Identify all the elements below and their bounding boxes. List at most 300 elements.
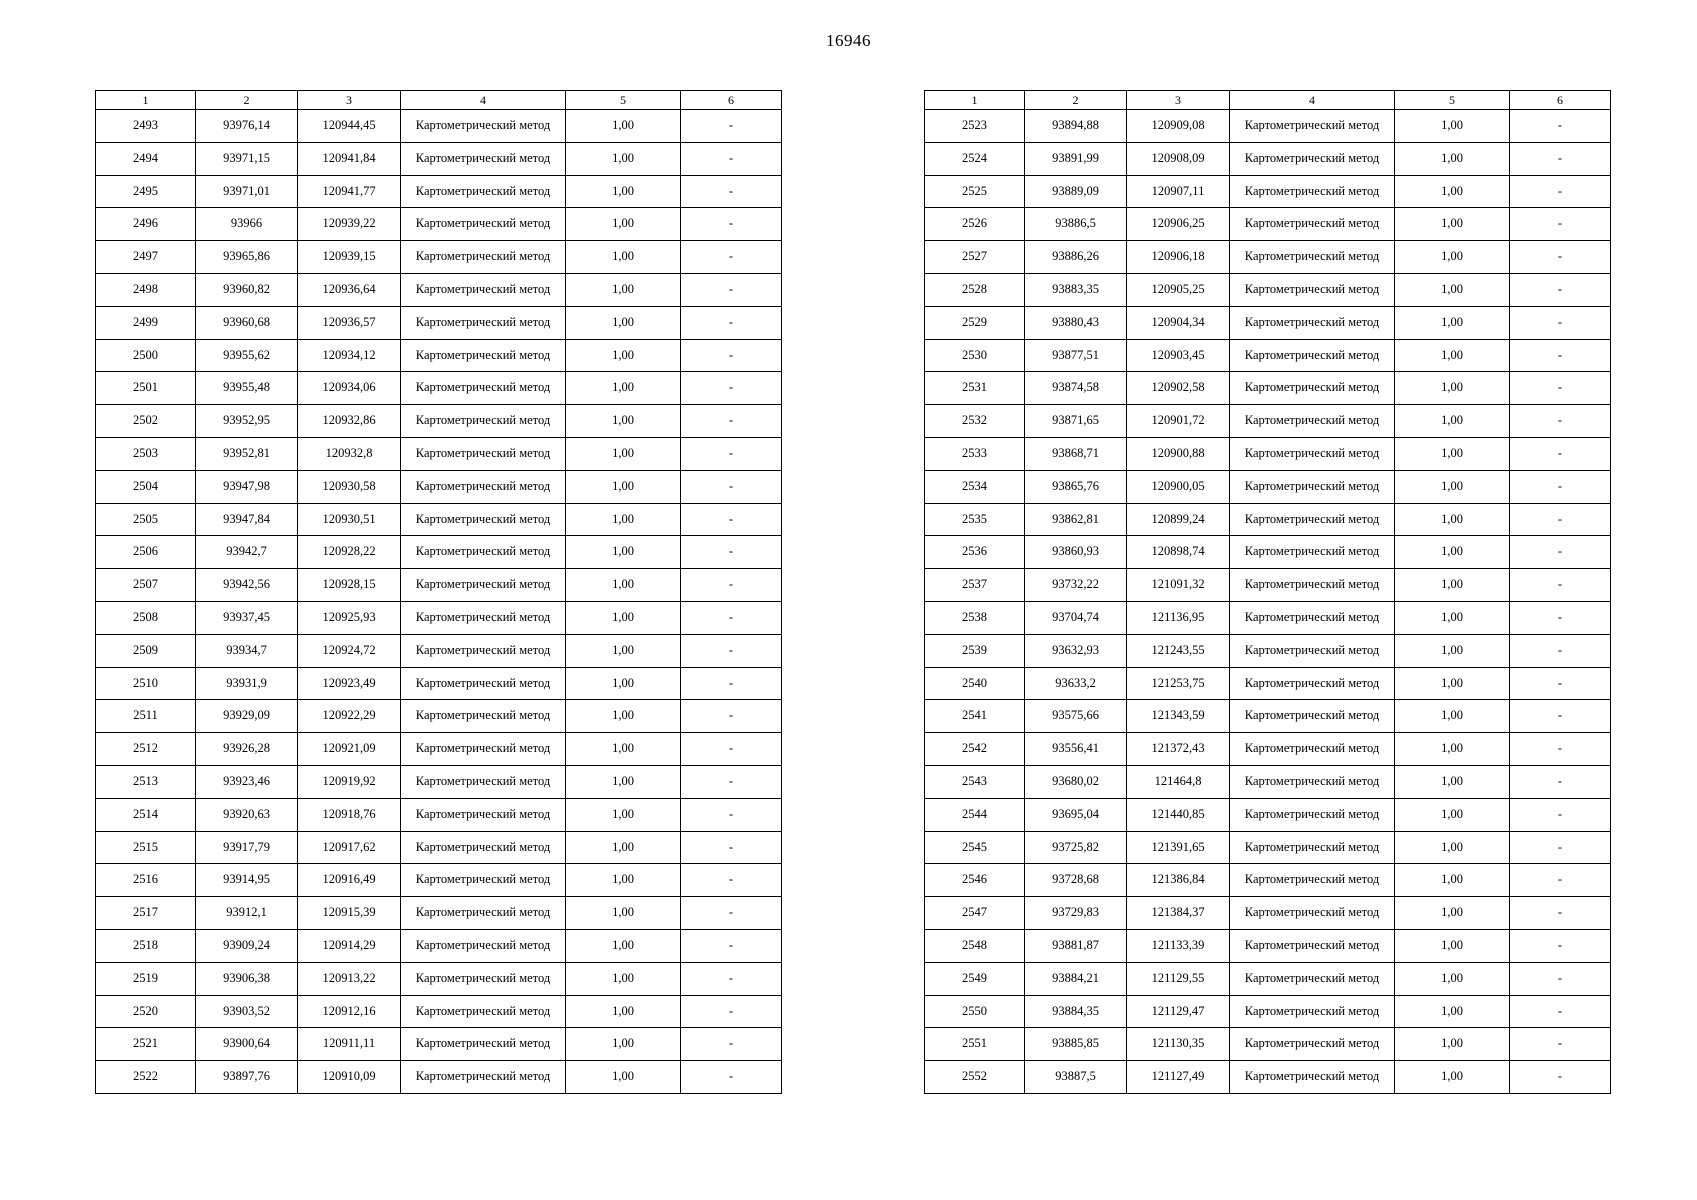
column-header: 3 [298, 91, 401, 110]
method-cell: Картометрический метод [401, 142, 566, 175]
note-cell: - [1510, 634, 1611, 667]
x-coordinate-cell: 93952,81 [196, 437, 298, 470]
table-row [925, 536, 1611, 569]
x-coordinate-cell: 93575,66 [1025, 700, 1127, 733]
accuracy-cell: 1,00 [1395, 470, 1510, 503]
note-cell: - [681, 339, 782, 372]
x-coordinate-cell: 93874,58 [1025, 372, 1127, 405]
note-cell: - [681, 765, 782, 798]
method-cell: Картометрический метод [401, 470, 566, 503]
method-cell: Картометрический метод [401, 306, 566, 339]
x-coordinate-cell: 93900,64 [196, 1028, 298, 1061]
y-coordinate-cell: 121372,43 [1127, 733, 1230, 766]
x-coordinate-cell: 93881,87 [1025, 929, 1127, 962]
accuracy-cell: 1,00 [1395, 405, 1510, 438]
table-row [96, 110, 782, 143]
note-cell: - [1510, 110, 1611, 143]
note-cell: - [681, 175, 782, 208]
method-cell: Картометрический метод [1230, 798, 1395, 831]
accuracy-cell: 1,00 [566, 273, 681, 306]
x-coordinate-cell: 93877,51 [1025, 339, 1127, 372]
note-cell: - [1510, 667, 1611, 700]
x-coordinate-cell: 93971,01 [196, 175, 298, 208]
point-number-cell: 2541 [925, 700, 1025, 733]
note-cell: - [1510, 1028, 1611, 1061]
table-row [925, 831, 1611, 864]
table-row [96, 929, 782, 962]
point-number-cell: 2497 [96, 241, 196, 274]
point-number-cell: 2498 [96, 273, 196, 306]
point-number-cell: 2515 [96, 831, 196, 864]
table-row [96, 470, 782, 503]
method-cell: Картометрический метод [1230, 962, 1395, 995]
y-coordinate-cell: 120924,72 [298, 634, 401, 667]
accuracy-cell: 1,00 [1395, 864, 1510, 897]
y-coordinate-cell: 120936,64 [298, 273, 401, 306]
column-header: 6 [1510, 91, 1611, 110]
point-number-cell: 2548 [925, 929, 1025, 962]
note-cell: - [681, 503, 782, 536]
table-row [96, 962, 782, 995]
table-row [96, 405, 782, 438]
point-number-cell: 2544 [925, 798, 1025, 831]
accuracy-cell: 1,00 [1395, 733, 1510, 766]
x-coordinate-cell: 93976,14 [196, 110, 298, 143]
y-coordinate-cell: 120921,09 [298, 733, 401, 766]
method-cell: Картометрический метод [401, 503, 566, 536]
y-coordinate-cell: 121129,55 [1127, 962, 1230, 995]
method-cell: Картометрический метод [401, 175, 566, 208]
y-coordinate-cell: 120907,11 [1127, 175, 1230, 208]
y-coordinate-cell: 121343,59 [1127, 700, 1230, 733]
note-cell: - [1510, 175, 1611, 208]
x-coordinate-cell: 93871,65 [1025, 405, 1127, 438]
accuracy-cell: 1,00 [1395, 437, 1510, 470]
table-row [96, 273, 782, 306]
point-number-cell: 2509 [96, 634, 196, 667]
y-coordinate-cell: 120916,49 [298, 864, 401, 897]
note-cell: - [681, 306, 782, 339]
point-number-cell: 2537 [925, 569, 1025, 602]
y-coordinate-cell: 120904,34 [1127, 306, 1230, 339]
method-cell: Картометрический метод [1230, 700, 1395, 733]
method-cell: Картометрический метод [1230, 569, 1395, 602]
table-row [96, 569, 782, 602]
y-coordinate-cell: 120928,15 [298, 569, 401, 602]
accuracy-cell: 1,00 [566, 897, 681, 930]
table-row [925, 208, 1611, 241]
accuracy-cell: 1,00 [566, 110, 681, 143]
note-cell: - [681, 372, 782, 405]
x-coordinate-cell: 93556,41 [1025, 733, 1127, 766]
y-coordinate-cell: 121464,8 [1127, 765, 1230, 798]
table-row [925, 700, 1611, 733]
x-coordinate-cell: 93884,21 [1025, 962, 1127, 995]
note-cell: - [681, 962, 782, 995]
x-coordinate-cell: 93633,2 [1025, 667, 1127, 700]
y-coordinate-cell: 120915,39 [298, 897, 401, 930]
table-header-row [96, 91, 782, 110]
y-coordinate-cell: 120912,16 [298, 995, 401, 1028]
x-coordinate-cell: 93912,1 [196, 897, 298, 930]
table-row [96, 798, 782, 831]
y-coordinate-cell: 121384,37 [1127, 897, 1230, 930]
point-number-cell: 2546 [925, 864, 1025, 897]
x-coordinate-cell: 93886,26 [1025, 241, 1127, 274]
note-cell: - [1510, 897, 1611, 930]
page-number: 16946 [826, 31, 871, 50]
y-coordinate-cell: 120944,45 [298, 110, 401, 143]
y-coordinate-cell: 120911,11 [298, 1028, 401, 1061]
accuracy-cell: 1,00 [1395, 929, 1510, 962]
y-coordinate-cell: 120932,86 [298, 405, 401, 438]
method-cell: Картометрический метод [1230, 1061, 1395, 1094]
column-header: 1 [925, 91, 1025, 110]
table-row [96, 372, 782, 405]
accuracy-cell: 1,00 [566, 700, 681, 733]
accuracy-cell: 1,00 [1395, 962, 1510, 995]
point-number-cell: 2530 [925, 339, 1025, 372]
point-number-cell: 2531 [925, 372, 1025, 405]
method-cell: Картометрический метод [401, 897, 566, 930]
method-cell: Картометрический метод [1230, 634, 1395, 667]
y-coordinate-cell: 120910,09 [298, 1061, 401, 1094]
note-cell: - [681, 601, 782, 634]
note-cell: - [1510, 995, 1611, 1028]
note-cell: - [681, 241, 782, 274]
method-cell: Картометрический метод [401, 864, 566, 897]
point-number-cell: 2504 [96, 470, 196, 503]
x-coordinate-cell: 93906,38 [196, 962, 298, 995]
point-number-cell: 2500 [96, 339, 196, 372]
note-cell: - [1510, 470, 1611, 503]
accuracy-cell: 1,00 [1395, 536, 1510, 569]
method-cell: Картометрический метод [401, 667, 566, 700]
method-cell: Картометрический метод [401, 536, 566, 569]
method-cell: Картометрический метод [1230, 273, 1395, 306]
y-coordinate-cell: 120917,62 [298, 831, 401, 864]
method-cell: Картометрический метод [401, 733, 566, 766]
table-row [925, 175, 1611, 208]
point-number-cell: 2493 [96, 110, 196, 143]
accuracy-cell: 1,00 [566, 831, 681, 864]
note-cell: - [1510, 208, 1611, 241]
x-coordinate-cell: 93632,93 [1025, 634, 1127, 667]
x-coordinate-cell: 93955,62 [196, 339, 298, 372]
x-coordinate-cell: 93923,46 [196, 765, 298, 798]
accuracy-cell: 1,00 [566, 175, 681, 208]
y-coordinate-cell: 121133,39 [1127, 929, 1230, 962]
method-cell: Картометрический метод [1230, 733, 1395, 766]
x-coordinate-cell: 93952,95 [196, 405, 298, 438]
note-cell: - [681, 831, 782, 864]
point-number-cell: 2520 [96, 995, 196, 1028]
point-number-cell: 2502 [96, 405, 196, 438]
note-cell: - [1510, 503, 1611, 536]
table-row [925, 864, 1611, 897]
y-coordinate-cell: 120918,76 [298, 798, 401, 831]
accuracy-cell: 1,00 [566, 667, 681, 700]
method-cell: Картометрический метод [401, 1028, 566, 1061]
note-cell: - [1510, 142, 1611, 175]
point-number-cell: 2547 [925, 897, 1025, 930]
table-row [925, 962, 1611, 995]
method-cell: Картометрический метод [1230, 339, 1395, 372]
note-cell: - [1510, 339, 1611, 372]
point-number-cell: 2501 [96, 372, 196, 405]
point-number-cell: 2549 [925, 962, 1025, 995]
accuracy-cell: 1,00 [1395, 765, 1510, 798]
note-cell: - [1510, 765, 1611, 798]
method-cell: Картометрический метод [1230, 503, 1395, 536]
method-cell: Картометрический метод [1230, 864, 1395, 897]
method-cell: Картометрический метод [401, 765, 566, 798]
y-coordinate-cell: 120905,25 [1127, 273, 1230, 306]
y-coordinate-cell: 120923,49 [298, 667, 401, 700]
x-coordinate-cell: 93931,9 [196, 667, 298, 700]
y-coordinate-cell: 121129,47 [1127, 995, 1230, 1028]
point-number-cell: 2514 [96, 798, 196, 831]
accuracy-cell: 1,00 [566, 864, 681, 897]
method-cell: Картометрический метод [401, 831, 566, 864]
x-coordinate-cell: 93704,74 [1025, 601, 1127, 634]
accuracy-cell: 1,00 [566, 241, 681, 274]
note-cell: - [1510, 241, 1611, 274]
accuracy-cell: 1,00 [566, 995, 681, 1028]
method-cell: Картометрический метод [1230, 405, 1395, 438]
x-coordinate-cell: 93894,88 [1025, 110, 1127, 143]
y-coordinate-cell: 120909,08 [1127, 110, 1230, 143]
y-coordinate-cell: 121440,85 [1127, 798, 1230, 831]
method-cell: Картометрический метод [401, 798, 566, 831]
accuracy-cell: 1,00 [566, 437, 681, 470]
point-number-cell: 2545 [925, 831, 1025, 864]
x-coordinate-cell: 93860,93 [1025, 536, 1127, 569]
x-coordinate-cell: 93914,95 [196, 864, 298, 897]
point-number-cell: 2539 [925, 634, 1025, 667]
accuracy-cell: 1,00 [1395, 667, 1510, 700]
point-number-cell: 2507 [96, 569, 196, 602]
accuracy-cell: 1,00 [1395, 1028, 1510, 1061]
column-header: 4 [401, 91, 566, 110]
y-coordinate-cell: 121091,32 [1127, 569, 1230, 602]
table-row [925, 503, 1611, 536]
x-coordinate-cell: 93903,52 [196, 995, 298, 1028]
note-cell: - [681, 995, 782, 1028]
table-row [96, 306, 782, 339]
y-coordinate-cell: 120930,58 [298, 470, 401, 503]
accuracy-cell: 1,00 [1395, 208, 1510, 241]
note-cell: - [1510, 831, 1611, 864]
table-row [96, 864, 782, 897]
method-cell: Картометрический метод [401, 601, 566, 634]
accuracy-cell: 1,00 [1395, 798, 1510, 831]
x-coordinate-cell: 93732,22 [1025, 569, 1127, 602]
method-cell: Картометрический метод [401, 700, 566, 733]
note-cell: - [681, 569, 782, 602]
x-coordinate-cell: 93887,5 [1025, 1061, 1127, 1094]
point-number-cell: 2512 [96, 733, 196, 766]
column-header: 5 [1395, 91, 1510, 110]
column-header: 5 [566, 91, 681, 110]
x-coordinate-cell: 93868,71 [1025, 437, 1127, 470]
point-number-cell: 2542 [925, 733, 1025, 766]
point-number-cell: 2532 [925, 405, 1025, 438]
column-header: 4 [1230, 91, 1395, 110]
accuracy-cell: 1,00 [566, 569, 681, 602]
accuracy-cell: 1,00 [1395, 273, 1510, 306]
table-row [925, 897, 1611, 930]
method-cell: Картометрический метод [401, 372, 566, 405]
point-number-cell: 2523 [925, 110, 1025, 143]
note-cell: - [681, 1061, 782, 1094]
method-cell: Картометрический метод [401, 1061, 566, 1094]
x-coordinate-cell: 93885,85 [1025, 1028, 1127, 1061]
column-header: 2 [196, 91, 298, 110]
x-coordinate-cell: 93920,63 [196, 798, 298, 831]
note-cell: - [681, 634, 782, 667]
y-coordinate-cell: 120914,29 [298, 929, 401, 962]
x-coordinate-cell: 93728,68 [1025, 864, 1127, 897]
point-number-cell: 2536 [925, 536, 1025, 569]
point-number-cell: 2552 [925, 1061, 1025, 1094]
accuracy-cell: 1,00 [566, 306, 681, 339]
table-row [96, 667, 782, 700]
x-coordinate-cell: 93955,48 [196, 372, 298, 405]
x-coordinate-cell: 93886,5 [1025, 208, 1127, 241]
y-coordinate-cell: 120901,72 [1127, 405, 1230, 438]
accuracy-cell: 1,00 [1395, 241, 1510, 274]
accuracy-cell: 1,00 [566, 733, 681, 766]
method-cell: Картометрический метод [401, 405, 566, 438]
note-cell: - [1510, 929, 1611, 962]
note-cell: - [1510, 962, 1611, 995]
table-row [96, 733, 782, 766]
accuracy-cell: 1,00 [1395, 306, 1510, 339]
table-row [925, 667, 1611, 700]
table-row [96, 503, 782, 536]
method-cell: Картометрический метод [1230, 995, 1395, 1028]
point-number-cell: 2517 [96, 897, 196, 930]
note-cell: - [681, 536, 782, 569]
x-coordinate-cell: 93929,09 [196, 700, 298, 733]
x-coordinate-cell: 93883,35 [1025, 273, 1127, 306]
note-cell: - [681, 437, 782, 470]
table-row [925, 470, 1611, 503]
table-row [925, 241, 1611, 274]
table-row [925, 634, 1611, 667]
x-coordinate-cell: 93729,83 [1025, 897, 1127, 930]
table-row [96, 831, 782, 864]
table-row [925, 569, 1611, 602]
y-coordinate-cell: 120925,93 [298, 601, 401, 634]
table-row [96, 897, 782, 930]
table-row [925, 372, 1611, 405]
method-cell: Картометрический метод [1230, 601, 1395, 634]
accuracy-cell: 1,00 [1395, 142, 1510, 175]
table-row [925, 1061, 1611, 1094]
point-number-cell: 2496 [96, 208, 196, 241]
x-coordinate-cell: 93942,56 [196, 569, 298, 602]
method-cell: Картометрический метод [1230, 470, 1395, 503]
y-coordinate-cell: 121130,35 [1127, 1028, 1230, 1061]
table-row [96, 1061, 782, 1094]
point-number-cell: 2524 [925, 142, 1025, 175]
accuracy-cell: 1,00 [1395, 1061, 1510, 1094]
x-coordinate-cell: 93909,24 [196, 929, 298, 962]
table-row [925, 405, 1611, 438]
method-cell: Картометрический метод [401, 929, 566, 962]
note-cell: - [1510, 798, 1611, 831]
x-coordinate-cell: 93965,86 [196, 241, 298, 274]
y-coordinate-cell: 120899,24 [1127, 503, 1230, 536]
note-cell: - [1510, 536, 1611, 569]
method-cell: Картометрический метод [1230, 897, 1395, 930]
accuracy-cell: 1,00 [566, 1028, 681, 1061]
accuracy-cell: 1,00 [1395, 339, 1510, 372]
y-coordinate-cell: 121253,75 [1127, 667, 1230, 700]
y-coordinate-cell: 120906,25 [1127, 208, 1230, 241]
note-cell: - [681, 864, 782, 897]
point-number-cell: 2495 [96, 175, 196, 208]
table-row [925, 1028, 1611, 1061]
x-coordinate-cell: 93960,82 [196, 273, 298, 306]
table-row [925, 995, 1611, 1028]
table-row [96, 175, 782, 208]
note-cell: - [1510, 1061, 1611, 1094]
point-number-cell: 2534 [925, 470, 1025, 503]
coordinates-table-left [95, 90, 782, 1094]
point-number-cell: 2519 [96, 962, 196, 995]
point-number-cell: 2522 [96, 1061, 196, 1094]
method-cell: Картометрический метод [1230, 175, 1395, 208]
method-cell: Картометрический метод [401, 110, 566, 143]
table-row [925, 765, 1611, 798]
y-coordinate-cell: 121386,84 [1127, 864, 1230, 897]
point-number-cell: 2518 [96, 929, 196, 962]
accuracy-cell: 1,00 [1395, 995, 1510, 1028]
method-cell: Картометрический метод [1230, 536, 1395, 569]
method-cell: Картометрический метод [401, 634, 566, 667]
y-coordinate-cell: 120934,12 [298, 339, 401, 372]
table-row [96, 995, 782, 1028]
x-coordinate-cell: 93897,76 [196, 1061, 298, 1094]
accuracy-cell: 1,00 [566, 405, 681, 438]
accuracy-cell: 1,00 [566, 142, 681, 175]
method-cell: Картометрический метод [1230, 437, 1395, 470]
accuracy-cell: 1,00 [1395, 175, 1510, 208]
x-coordinate-cell: 93926,28 [196, 733, 298, 766]
accuracy-cell: 1,00 [566, 962, 681, 995]
note-cell: - [1510, 372, 1611, 405]
table-row [96, 241, 782, 274]
point-number-cell: 2513 [96, 765, 196, 798]
table-row [96, 700, 782, 733]
accuracy-cell: 1,00 [1395, 110, 1510, 143]
accuracy-cell: 1,00 [1395, 700, 1510, 733]
y-coordinate-cell: 120903,45 [1127, 339, 1230, 372]
coordinates-table-right [924, 90, 1611, 1094]
x-coordinate-cell: 93947,98 [196, 470, 298, 503]
y-coordinate-cell: 120939,22 [298, 208, 401, 241]
y-coordinate-cell: 120932,8 [298, 437, 401, 470]
y-coordinate-cell: 120930,51 [298, 503, 401, 536]
method-cell: Картометрический метод [1230, 306, 1395, 339]
y-coordinate-cell: 120900,88 [1127, 437, 1230, 470]
method-cell: Картометрический метод [401, 339, 566, 372]
table-row [96, 437, 782, 470]
note-cell: - [1510, 864, 1611, 897]
